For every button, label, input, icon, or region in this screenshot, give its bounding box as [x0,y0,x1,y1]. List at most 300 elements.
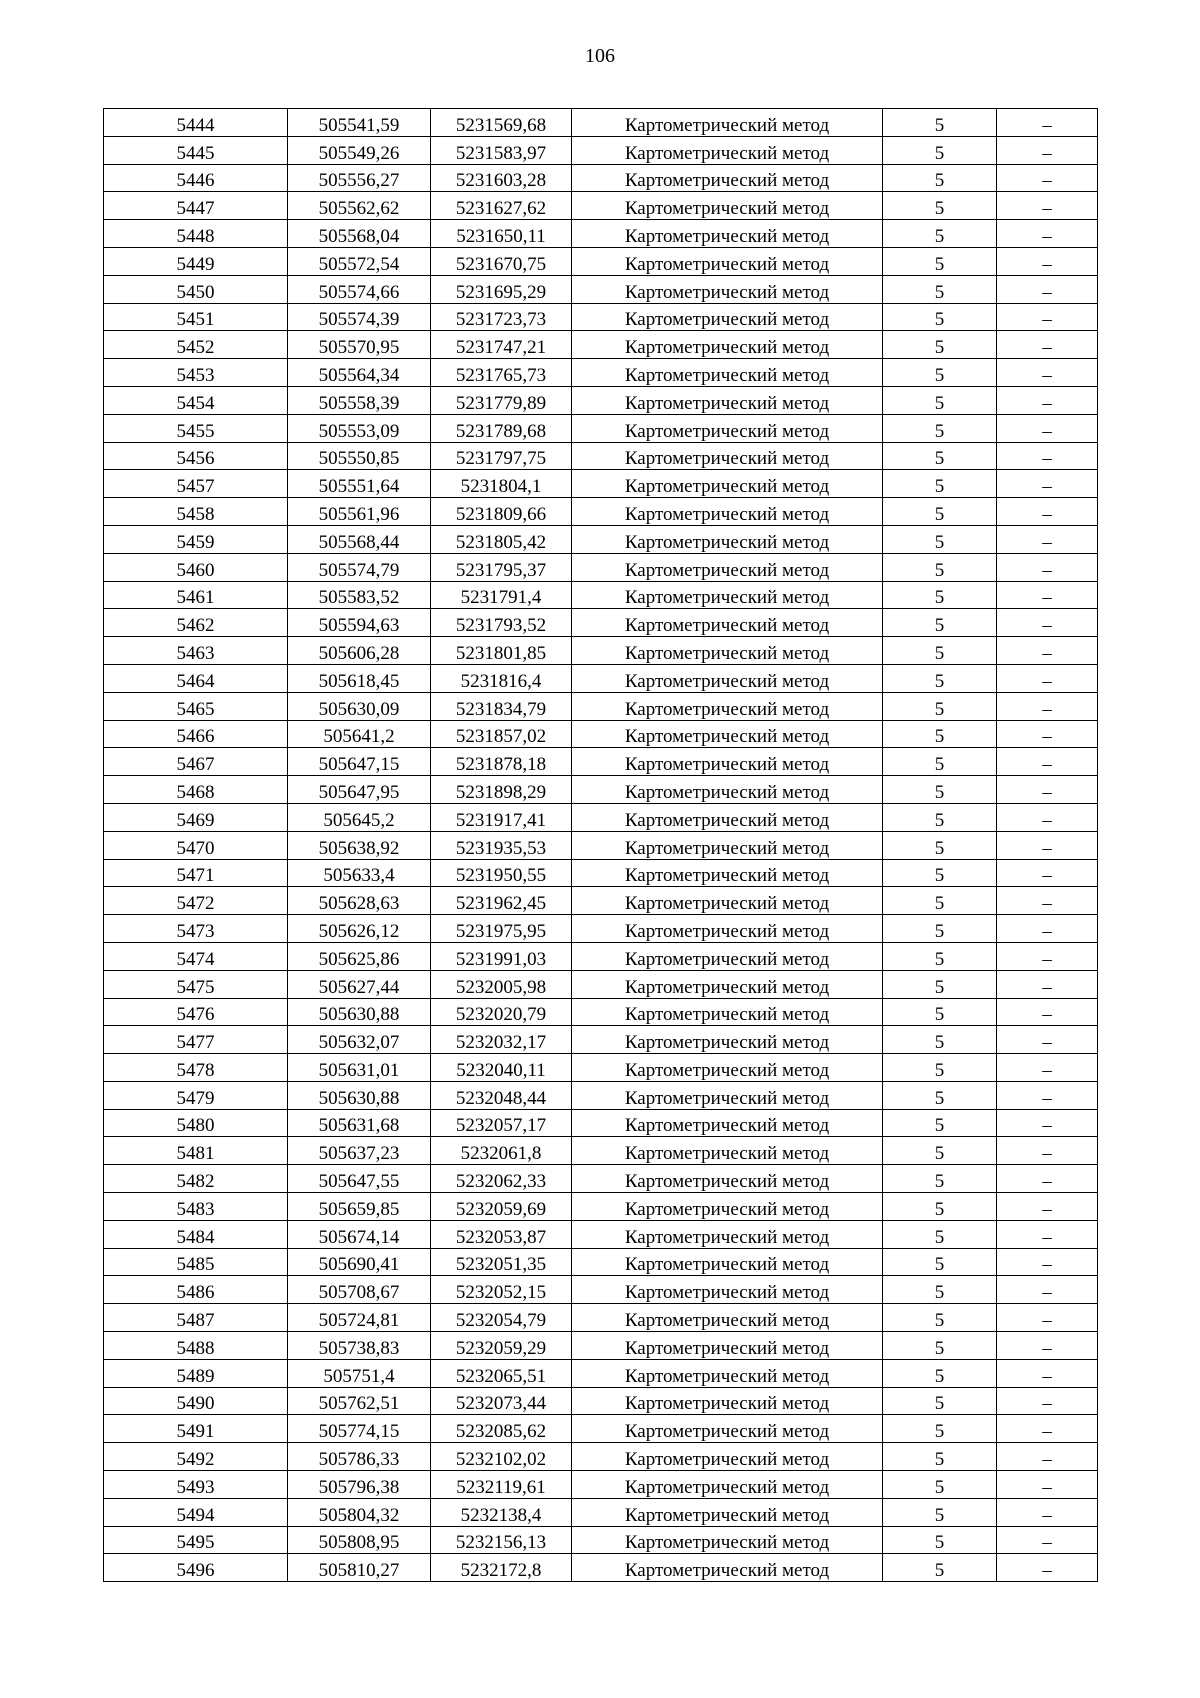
cell-method: Картометрический метод [572,776,883,804]
cell-y-coordinate: 5231779,89 [431,386,572,414]
cell-point-number: 5448 [104,220,288,248]
cell-note: – [997,1081,1098,1109]
cell-precision: 5 [883,1443,997,1471]
cell-precision: 5 [883,1248,997,1276]
cell-precision: 5 [883,247,997,275]
cell-x-coordinate: 505633,4 [288,859,431,887]
cell-x-coordinate: 505751,4 [288,1359,431,1387]
cell-note: – [997,1359,1098,1387]
cell-precision: 5 [883,915,997,943]
cell-y-coordinate: 5231747,21 [431,331,572,359]
cell-point-number: 5489 [104,1359,288,1387]
cell-precision: 5 [883,414,997,442]
cell-precision: 5 [883,164,997,192]
cell-x-coordinate: 505618,45 [288,664,431,692]
cell-point-number: 5455 [104,414,288,442]
cell-note: – [997,831,1098,859]
cell-x-coordinate: 505659,85 [288,1193,431,1221]
cell-y-coordinate: 5232062,33 [431,1165,572,1193]
cell-note: – [997,303,1098,331]
cell-precision: 5 [883,525,997,553]
cell-y-coordinate: 5231975,95 [431,915,572,943]
coordinates-table [103,108,1098,1582]
cell-y-coordinate: 5231797,75 [431,442,572,470]
cell-method: Картометрический метод [572,1554,883,1582]
cell-x-coordinate: 505641,2 [288,720,431,748]
cell-note: – [997,442,1098,470]
cell-point-number: 5492 [104,1443,288,1471]
table-row [104,553,1098,581]
table-row [104,164,1098,192]
cell-note: – [997,637,1098,665]
cell-y-coordinate: 5232061,8 [431,1137,572,1165]
table-row [104,1220,1098,1248]
table-row [104,1054,1098,1082]
cell-x-coordinate: 505626,12 [288,915,431,943]
cell-x-coordinate: 505583,52 [288,581,431,609]
cell-point-number: 5459 [104,525,288,553]
cell-note: – [997,748,1098,776]
table-row [104,1415,1098,1443]
cell-y-coordinate: 5231991,03 [431,942,572,970]
cell-precision: 5 [883,359,997,387]
cell-note: – [997,247,1098,275]
cell-point-number: 5485 [104,1248,288,1276]
table-row [104,1471,1098,1499]
cell-method: Картометрический метод [572,1332,883,1360]
cell-x-coordinate: 505553,09 [288,414,431,442]
cell-y-coordinate: 5231583,97 [431,136,572,164]
cell-method: Картометрический метод [572,303,883,331]
table-row [104,581,1098,609]
cell-precision: 5 [883,1081,997,1109]
cell-point-number: 5473 [104,915,288,943]
cell-x-coordinate: 505638,92 [288,831,431,859]
cell-point-number: 5458 [104,498,288,526]
cell-note: – [997,1471,1098,1499]
cell-precision: 5 [883,859,997,887]
table-row [104,1193,1098,1221]
cell-point-number: 5447 [104,192,288,220]
cell-note: – [997,470,1098,498]
cell-y-coordinate: 5232053,87 [431,1220,572,1248]
cell-y-coordinate: 5231962,45 [431,887,572,915]
cell-x-coordinate: 505561,96 [288,498,431,526]
table-row [104,776,1098,804]
cell-precision: 5 [883,1332,997,1360]
cell-point-number: 5454 [104,386,288,414]
cell-method: Картометрический метод [572,1276,883,1304]
cell-precision: 5 [883,1193,997,1221]
cell-precision: 5 [883,637,997,665]
cell-precision: 5 [883,998,997,1026]
cell-point-number: 5472 [104,887,288,915]
cell-note: – [997,109,1098,137]
cell-point-number: 5457 [104,470,288,498]
cell-precision: 5 [883,1554,997,1582]
cell-method: Картометрический метод [572,109,883,137]
cell-note: – [997,386,1098,414]
cell-x-coordinate: 505631,01 [288,1054,431,1082]
table-row [104,748,1098,776]
cell-x-coordinate: 505594,63 [288,609,431,637]
cell-y-coordinate: 5232054,79 [431,1304,572,1332]
cell-point-number: 5479 [104,1081,288,1109]
table-row [104,303,1098,331]
cell-method: Картометрический метод [572,831,883,859]
cell-note: – [997,998,1098,1026]
cell-y-coordinate: 5232048,44 [431,1081,572,1109]
cell-y-coordinate: 5231935,53 [431,831,572,859]
cell-x-coordinate: 505558,39 [288,386,431,414]
table-row [104,109,1098,137]
cell-point-number: 5484 [104,1220,288,1248]
cell-x-coordinate: 505786,33 [288,1443,431,1471]
table-row [104,1137,1098,1165]
cell-y-coordinate: 5232085,62 [431,1415,572,1443]
cell-x-coordinate: 505674,14 [288,1220,431,1248]
table-row [104,609,1098,637]
cell-point-number: 5461 [104,581,288,609]
cell-precision: 5 [883,1526,997,1554]
cell-note: – [997,525,1098,553]
cell-method: Картометрический метод [572,942,883,970]
cell-y-coordinate: 5231950,55 [431,859,572,887]
cell-point-number: 5481 [104,1137,288,1165]
cell-y-coordinate: 5231791,4 [431,581,572,609]
cell-method: Картометрический метод [572,609,883,637]
table-row [104,220,1098,248]
cell-note: – [997,1332,1098,1360]
cell-y-coordinate: 5231809,66 [431,498,572,526]
table-row [104,859,1098,887]
table-row [104,692,1098,720]
cell-x-coordinate: 505645,2 [288,803,431,831]
cell-x-coordinate: 505630,88 [288,998,431,1026]
cell-x-coordinate: 505810,27 [288,1554,431,1582]
table-row [104,831,1098,859]
cell-point-number: 5493 [104,1471,288,1499]
cell-precision: 5 [883,192,997,220]
cell-note: – [997,1137,1098,1165]
cell-precision: 5 [883,1276,997,1304]
cell-point-number: 5476 [104,998,288,1026]
cell-x-coordinate: 505647,95 [288,776,431,804]
cell-method: Картометрический метод [572,331,883,359]
cell-x-coordinate: 505630,88 [288,1081,431,1109]
cell-precision: 5 [883,970,997,998]
cell-y-coordinate: 5231804,1 [431,470,572,498]
coordinates-table-body [104,109,1098,1582]
cell-x-coordinate: 505564,34 [288,359,431,387]
cell-point-number: 5456 [104,442,288,470]
cell-x-coordinate: 505572,54 [288,247,431,275]
cell-precision: 5 [883,275,997,303]
cell-note: – [997,1054,1098,1082]
cell-note: – [997,1276,1098,1304]
cell-x-coordinate: 505556,27 [288,164,431,192]
cell-y-coordinate: 5232059,69 [431,1193,572,1221]
cell-x-coordinate: 505796,38 [288,1471,431,1499]
cell-x-coordinate: 505568,04 [288,220,431,248]
cell-note: – [997,275,1098,303]
table-row [104,1359,1098,1387]
cell-note: – [997,1248,1098,1276]
cell-y-coordinate: 5232156,13 [431,1526,572,1554]
cell-method: Картометрический метод [572,692,883,720]
cell-note: – [997,1526,1098,1554]
cell-note: – [997,331,1098,359]
table-row [104,887,1098,915]
cell-precision: 5 [883,1304,997,1332]
cell-precision: 5 [883,1220,997,1248]
cell-note: – [997,136,1098,164]
cell-method: Картометрический метод [572,970,883,998]
cell-note: – [997,1304,1098,1332]
table-row [104,803,1098,831]
cell-note: – [997,942,1098,970]
table-row [104,442,1098,470]
cell-precision: 5 [883,581,997,609]
cell-point-number: 5465 [104,692,288,720]
cell-point-number: 5495 [104,1526,288,1554]
cell-method: Картометрический метод [572,136,883,164]
cell-point-number: 5469 [104,803,288,831]
table-row [104,192,1098,220]
cell-point-number: 5490 [104,1387,288,1415]
cell-precision: 5 [883,1054,997,1082]
page-number: 106 [585,45,615,67]
cell-method: Картометрический метод [572,581,883,609]
cell-y-coordinate: 5232020,79 [431,998,572,1026]
cell-x-coordinate: 505738,83 [288,1332,431,1360]
cell-method: Картометрический метод [572,192,883,220]
cell-x-coordinate: 505541,59 [288,109,431,137]
cell-x-coordinate: 505628,63 [288,887,431,915]
cell-y-coordinate: 5232138,4 [431,1498,572,1526]
cell-point-number: 5467 [104,748,288,776]
cell-x-coordinate: 505630,09 [288,692,431,720]
cell-method: Картометрический метод [572,525,883,553]
cell-method: Картометрический метод [572,1415,883,1443]
cell-point-number: 5468 [104,776,288,804]
cell-note: – [997,1026,1098,1054]
cell-note: – [997,220,1098,248]
cell-method: Картометрический метод [572,442,883,470]
cell-x-coordinate: 505574,39 [288,303,431,331]
cell-note: – [997,1498,1098,1526]
table-row [104,1332,1098,1360]
table-row [104,1443,1098,1471]
cell-method: Картометрический метод [572,664,883,692]
cell-point-number: 5486 [104,1276,288,1304]
cell-precision: 5 [883,553,997,581]
cell-point-number: 5488 [104,1332,288,1360]
cell-x-coordinate: 505808,95 [288,1526,431,1554]
cell-method: Картометрический метод [572,220,883,248]
cell-y-coordinate: 5231650,11 [431,220,572,248]
cell-y-coordinate: 5232052,15 [431,1276,572,1304]
cell-x-coordinate: 505762,51 [288,1387,431,1415]
cell-y-coordinate: 5231695,29 [431,275,572,303]
cell-point-number: 5453 [104,359,288,387]
cell-x-coordinate: 505637,23 [288,1137,431,1165]
cell-x-coordinate: 505647,15 [288,748,431,776]
cell-x-coordinate: 505690,41 [288,1248,431,1276]
table-row [104,915,1098,943]
cell-x-coordinate: 505804,32 [288,1498,431,1526]
table-row [104,525,1098,553]
cell-x-coordinate: 505647,55 [288,1165,431,1193]
cell-point-number: 5462 [104,609,288,637]
cell-precision: 5 [883,1109,997,1137]
cell-note: – [997,1554,1098,1582]
cell-note: – [997,664,1098,692]
cell-point-number: 5471 [104,859,288,887]
cell-precision: 5 [883,331,997,359]
cell-x-coordinate: 505562,62 [288,192,431,220]
cell-y-coordinate: 5232040,11 [431,1054,572,1082]
table-row [104,1109,1098,1137]
cell-point-number: 5487 [104,1304,288,1332]
cell-precision: 5 [883,1359,997,1387]
cell-y-coordinate: 5231801,85 [431,637,572,665]
cell-y-coordinate: 5231816,4 [431,664,572,692]
cell-y-coordinate: 5232073,44 [431,1387,572,1415]
cell-note: – [997,1387,1098,1415]
cell-precision: 5 [883,942,997,970]
cell-note: – [997,553,1098,581]
cell-precision: 5 [883,498,997,526]
cell-y-coordinate: 5231834,79 [431,692,572,720]
cell-precision: 5 [883,1471,997,1499]
cell-y-coordinate: 5232057,17 [431,1109,572,1137]
cell-y-coordinate: 5231857,02 [431,720,572,748]
table-row [104,498,1098,526]
cell-point-number: 5450 [104,275,288,303]
cell-precision: 5 [883,303,997,331]
cell-precision: 5 [883,609,997,637]
cell-point-number: 5444 [104,109,288,137]
cell-y-coordinate: 5231723,73 [431,303,572,331]
cell-method: Картометрический метод [572,1443,883,1471]
cell-y-coordinate: 5231805,42 [431,525,572,553]
cell-precision: 5 [883,220,997,248]
cell-method: Картометрический метод [572,720,883,748]
cell-note: – [997,1443,1098,1471]
cell-point-number: 5445 [104,136,288,164]
cell-precision: 5 [883,1165,997,1193]
cell-method: Картометрический метод [572,1109,883,1137]
cell-x-coordinate: 505551,64 [288,470,431,498]
table-row [104,637,1098,665]
cell-note: – [997,581,1098,609]
cell-note: – [997,915,1098,943]
cell-x-coordinate: 505627,44 [288,970,431,998]
cell-x-coordinate: 505574,79 [288,553,431,581]
cell-method: Картометрический метод [572,498,883,526]
cell-point-number: 5494 [104,1498,288,1526]
cell-note: – [997,1165,1098,1193]
cell-x-coordinate: 505774,15 [288,1415,431,1443]
cell-point-number: 5463 [104,637,288,665]
cell-method: Картометрический метод [572,359,883,387]
table-row [104,1554,1098,1582]
cell-note: – [997,970,1098,998]
cell-point-number: 5482 [104,1165,288,1193]
cell-y-coordinate: 5232119,61 [431,1471,572,1499]
cell-note: – [997,609,1098,637]
cell-method: Картометрический метод [572,1498,883,1526]
cell-x-coordinate: 505570,95 [288,331,431,359]
table-row [104,1248,1098,1276]
table-row [104,970,1098,998]
cell-method: Картометрический метод [572,1054,883,1082]
cell-x-coordinate: 505708,67 [288,1276,431,1304]
cell-point-number: 5478 [104,1054,288,1082]
cell-precision: 5 [883,470,997,498]
cell-point-number: 5477 [104,1026,288,1054]
cell-y-coordinate: 5231898,29 [431,776,572,804]
cell-method: Картометрический метод [572,1137,883,1165]
cell-y-coordinate: 5232102,02 [431,1443,572,1471]
table-row [104,331,1098,359]
cell-method: Картометрический метод [572,1220,883,1248]
table-row [104,998,1098,1026]
cell-precision: 5 [883,109,997,137]
table-row [104,1026,1098,1054]
table-row [104,275,1098,303]
cell-method: Картометрический метод [572,414,883,442]
table-row [104,720,1098,748]
cell-precision: 5 [883,1137,997,1165]
cell-y-coordinate: 5231569,68 [431,109,572,137]
cell-note: – [997,776,1098,804]
table-row [104,136,1098,164]
cell-note: – [997,1109,1098,1137]
cell-x-coordinate: 505632,07 [288,1026,431,1054]
cell-y-coordinate: 5231627,62 [431,192,572,220]
cell-y-coordinate: 5232172,8 [431,1554,572,1582]
cell-y-coordinate: 5231789,68 [431,414,572,442]
cell-precision: 5 [883,136,997,164]
cell-precision: 5 [883,831,997,859]
cell-y-coordinate: 5231793,52 [431,609,572,637]
cell-point-number: 5475 [104,970,288,998]
cell-method: Картометрический метод [572,275,883,303]
cell-note: – [997,164,1098,192]
cell-method: Картометрический метод [572,1526,883,1554]
cell-precision: 5 [883,1415,997,1443]
cell-note: – [997,1415,1098,1443]
cell-note: – [997,498,1098,526]
cell-precision: 5 [883,720,997,748]
cell-method: Картометрический метод [572,470,883,498]
cell-note: – [997,414,1098,442]
cell-method: Картометрический метод [572,1304,883,1332]
cell-point-number: 5460 [104,553,288,581]
cell-precision: 5 [883,442,997,470]
cell-method: Картометрический метод [572,803,883,831]
cell-x-coordinate: 505631,68 [288,1109,431,1137]
cell-method: Картометрический метод [572,247,883,275]
table-row [104,1165,1098,1193]
cell-point-number: 5483 [104,1193,288,1221]
cell-note: – [997,1193,1098,1221]
cell-method: Картометрический метод [572,859,883,887]
table-row [104,386,1098,414]
cell-y-coordinate: 5232065,51 [431,1359,572,1387]
